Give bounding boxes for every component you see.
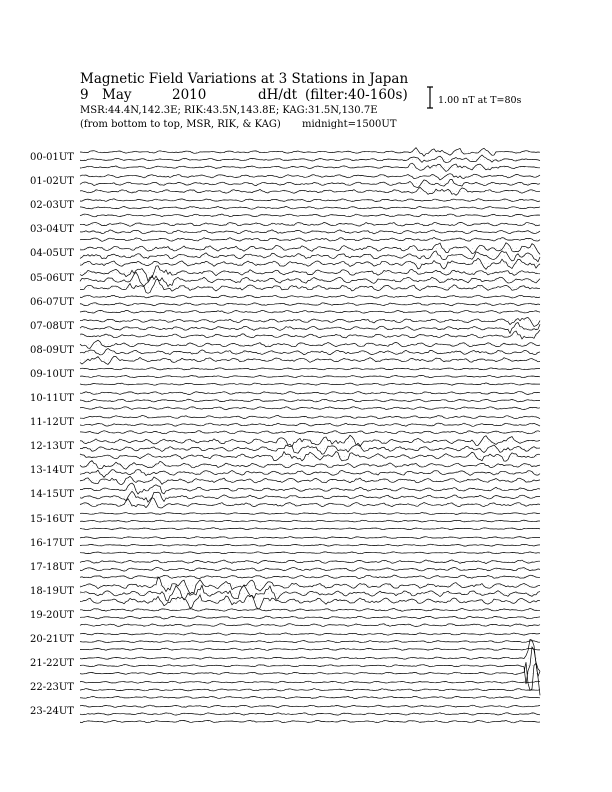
- hour-label: 20-21UT: [30, 634, 74, 645]
- scale-bar: [427, 87, 433, 108]
- trace-kag: [80, 608, 540, 611]
- hour-label: 23-24UT: [30, 706, 74, 718]
- hour-label: 06-07UT: [30, 296, 74, 308]
- trace-msr: [80, 648, 540, 650]
- hour-label: 21-22UT: [30, 658, 74, 670]
- trace-rik: [80, 399, 540, 402]
- hour-label: 13-14UT: [30, 465, 74, 477]
- trace-msr: [80, 356, 540, 364]
- station-order-note: (from bottom to top, MSR, RIK, & KAG): [80, 119, 281, 130]
- trace-kag: [80, 435, 540, 446]
- hour-label: 09-10UT: [30, 368, 74, 380]
- trace-kag: [80, 483, 540, 494]
- trace-rik: [80, 470, 540, 478]
- filter-label: (filter:40-160s): [305, 87, 408, 103]
- date-month: May: [102, 87, 132, 103]
- hour-label: 05-06UT: [30, 272, 74, 284]
- midnight-note: midnight=1500UT: [302, 119, 397, 130]
- trace-msr: [80, 498, 540, 508]
- hour-label: 22-23UT: [30, 682, 74, 694]
- hour-label: 15-16UT: [30, 513, 74, 525]
- hour-label: 07-08UT: [30, 320, 74, 332]
- trace-rik: [80, 544, 540, 546]
- trace-rik: [80, 349, 540, 355]
- trace-kag: [80, 392, 540, 395]
- trace-rik: [80, 641, 540, 643]
- trace-rik: [80, 616, 540, 619]
- trace-rik: [80, 491, 540, 502]
- trace-msr: [80, 662, 540, 695]
- hour-label: 00-01UT: [30, 152, 74, 163]
- hour-label: 04-05UT: [30, 248, 74, 260]
- scale-label: 1.00 nT at T=80s: [438, 95, 522, 106]
- hour-label: 03-04UT: [30, 224, 74, 236]
- trace-msr: [80, 214, 540, 217]
- hour-label: 16-17UT: [30, 537, 74, 549]
- trace-rik: [80, 303, 540, 306]
- date-day: 9: [80, 87, 89, 103]
- trace-msr: [80, 528, 540, 530]
- trace-kag: [80, 174, 540, 180]
- hour-label: 18-19UT: [30, 585, 74, 597]
- trace-kag: [80, 340, 540, 348]
- trace-kag: [80, 318, 540, 327]
- trace-msr: [80, 383, 540, 385]
- trace-rik: [80, 689, 540, 691]
- date-year: 2010: [172, 87, 207, 103]
- trace-rik: [80, 713, 540, 715]
- hour-label: 10-11UT: [30, 393, 74, 404]
- trace-msr: [80, 595, 540, 609]
- trace-kag: [80, 243, 540, 255]
- trace-rik: [80, 155, 540, 163]
- trace-kag: [80, 537, 540, 539]
- trace-rik: [80, 323, 540, 334]
- hour-label: 19-20UT: [30, 609, 74, 621]
- trace-msr: [80, 552, 540, 554]
- trace-kag: [80, 266, 540, 281]
- trace-msr: [80, 476, 540, 484]
- trace-rik: [80, 520, 540, 522]
- hour-label: 01-02UT: [30, 176, 74, 188]
- hour-label: 08-09UT: [30, 344, 74, 356]
- hour-label: 11-12UT: [30, 417, 74, 429]
- hour-label: 14-15UT: [30, 489, 74, 501]
- trace-rik: [80, 179, 540, 187]
- hour-label: 12-13UT: [30, 441, 74, 453]
- trace-kag: [80, 461, 540, 470]
- quantity-label: dH/dt: [258, 87, 298, 103]
- trace-msr: [80, 431, 540, 434]
- station-coordinates: MSR:44.4N,142.3E; RIK:43.5N,143.8E; KAG:31.5N,130.7E: [80, 105, 378, 116]
- trace-rik: [80, 647, 540, 684]
- chart-title: Magnetic Field Variations at 3 Stations in Japan: [80, 71, 409, 87]
- trace-msr: [80, 624, 540, 627]
- hour-label: 17-18UT: [30, 561, 74, 573]
- hour-label: 02-03UT: [30, 200, 74, 212]
- trace-msr: [80, 330, 540, 339]
- trace-kag: [80, 148, 540, 157]
